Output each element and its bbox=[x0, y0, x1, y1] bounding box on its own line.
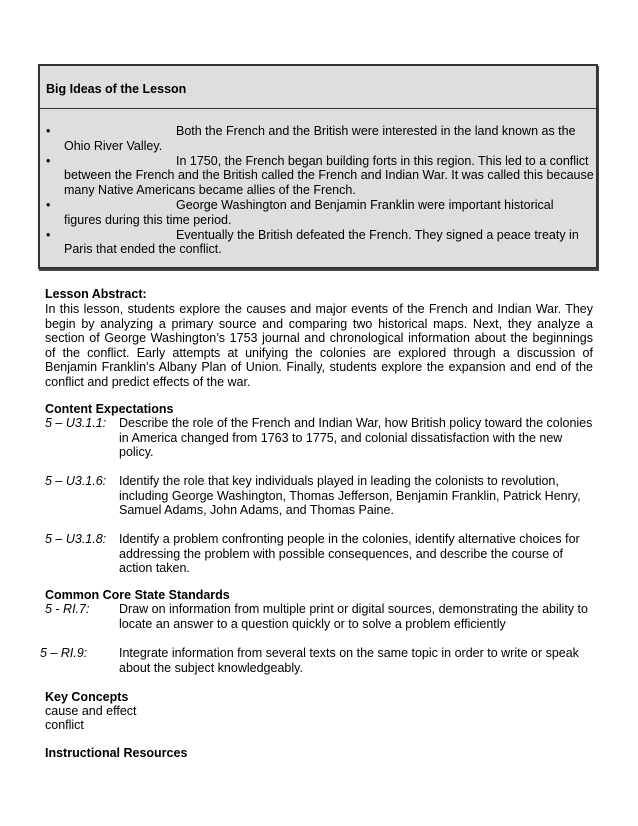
bullet-icon: • bbox=[46, 124, 51, 138]
standard-code: 5 - RI.7: bbox=[45, 602, 90, 616]
bullet-icon: • bbox=[46, 197, 51, 212]
big-ideas-title: Big Ideas of the Lesson bbox=[46, 82, 187, 96]
abstract-text: In this lesson, students explore the causes and major events of the French and Indian War. They begin by analyzing a primary source and comparing two historical maps. Next, they analyze a section of George Washington’s 1753 journal and chronological information about the beginnings of the conflict. Early attempts at unifying the colonies are explored through a discussion of Benjamin Franklin’s Albany Plan of Union. Finally, students explore the expansion and end of the conflict and predict effects of the war. bbox=[45, 302, 593, 389]
expectation-item bbox=[45, 416, 595, 460]
expectation-item bbox=[45, 474, 595, 518]
expectation-code: 5 – U3.1.1: bbox=[45, 416, 107, 430]
expectation-text: Describe the role of the French and Indian War, how British policy toward the colonies in America changed from 1763 to 1775, and colonial dissatisfaction with the new policy. bbox=[119, 416, 593, 460]
big-ideas-list bbox=[46, 124, 594, 257]
standard-item bbox=[40, 646, 590, 675]
abstract-title: Lesson Abstract: bbox=[45, 287, 147, 301]
big-idea-rest: Paris that ended the conflict. bbox=[64, 242, 222, 257]
key-concepts-title: Key Concepts bbox=[45, 690, 129, 704]
big-idea-rest: figures during this time period. bbox=[64, 212, 232, 227]
bullet-icon: • bbox=[46, 227, 51, 242]
expectation-item bbox=[45, 532, 595, 576]
big-idea-item bbox=[46, 124, 594, 154]
big-idea-first-line: Eventually the British defeated the French. They signed a peace treaty in bbox=[176, 227, 579, 242]
instructional-resources-title: Instructional Resources bbox=[45, 746, 188, 760]
big-idea-first-line: In 1750, the French began building forts in this region. This led to a conflict bbox=[176, 153, 589, 168]
big-idea-first-line: George Washington and Benjamin Franklin were important historical bbox=[176, 197, 554, 212]
big-ideas-divider bbox=[40, 108, 596, 109]
standard-code: 5 – RI.9: bbox=[40, 646, 88, 660]
key-concept-item: cause and effect bbox=[45, 704, 137, 718]
bullet-icon: • bbox=[46, 153, 51, 168]
expectation-text: Identify a problem confronting people in the colonies, identify alternative choices for addressing the problem with possible consequences, and describe the course of action taken. bbox=[119, 532, 580, 576]
common-core-title: Common Core State Standards bbox=[45, 588, 230, 602]
big-idea-item bbox=[46, 198, 594, 228]
expectation-code: 5 – U3.1.8: bbox=[45, 532, 107, 546]
big-idea-rest: between the French and the British called the French and Indian War. It was called this because many Native Americans became allies of the French. bbox=[64, 168, 594, 198]
big-idea-item bbox=[46, 154, 594, 198]
big-idea-first-line: Both the French and the British were interested in the land known as the bbox=[176, 124, 576, 138]
standard-item bbox=[45, 602, 595, 631]
key-concept-item: conflict bbox=[45, 718, 84, 732]
standard-text: Draw on information from multiple print or digital sources, demonstrating the ability to locate an answer to a question quickly or to solve a problem efficiently bbox=[119, 602, 588, 631]
content-expectations-title: Content Expectations bbox=[45, 402, 174, 416]
big-idea-item bbox=[46, 228, 594, 258]
expectation-code: 5 – U3.1.6: bbox=[45, 474, 107, 488]
big-ideas-box bbox=[38, 64, 598, 269]
big-idea-rest: Ohio River Valley. bbox=[64, 138, 163, 153]
expectation-text: Identify the role that key individuals played in leading the colonists to revolution, including George Washington, Thomas Jefferson, Benjamin Franklin, Patrick Henry, Samuel Adams, John Adams, and Thomas Paine. bbox=[119, 474, 581, 518]
standard-text: Integrate information from several texts on the same topic in order to write or speak about the subject knowledgeably. bbox=[119, 646, 579, 675]
